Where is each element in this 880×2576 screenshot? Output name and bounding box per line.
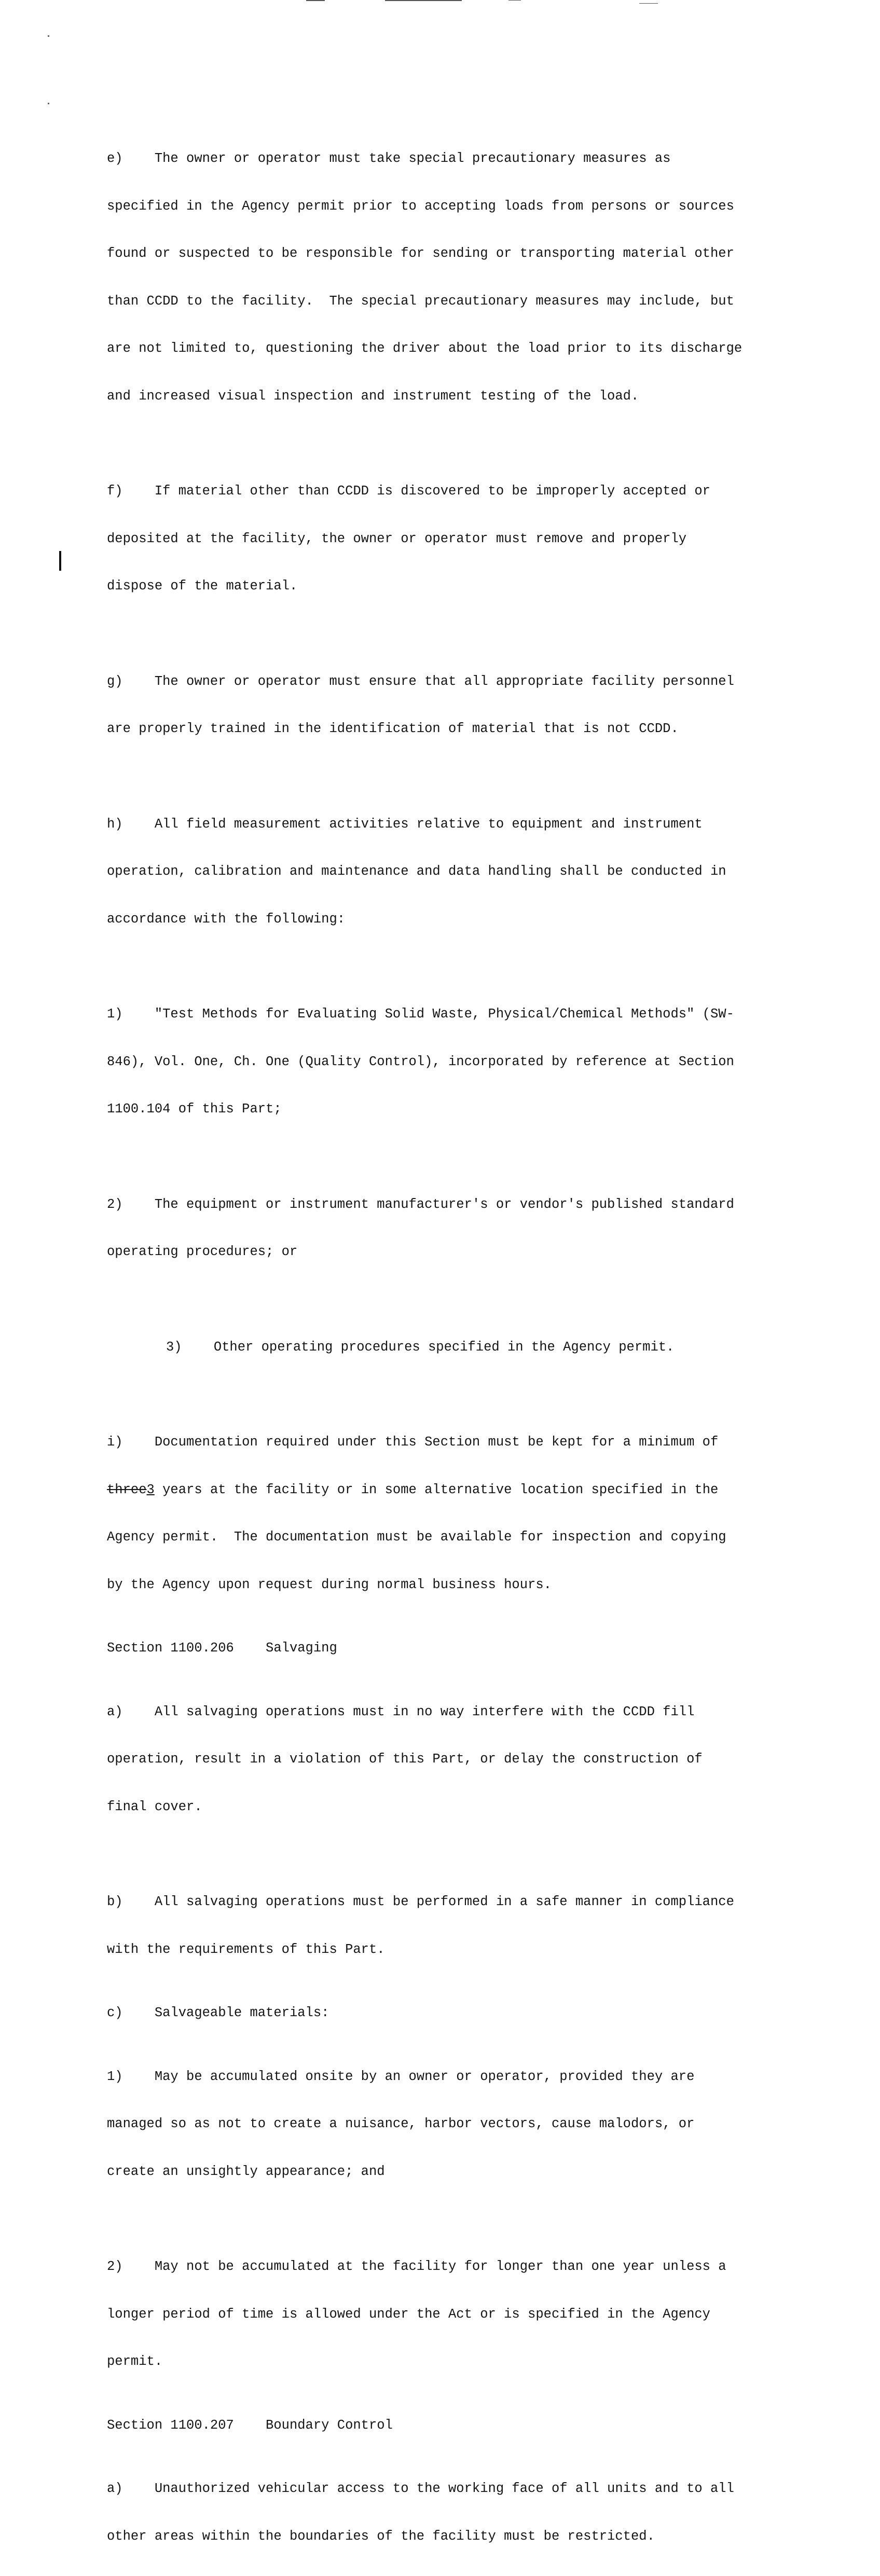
paragraph-206-c: c) Salvageable materials:: [107, 2005, 329, 2020]
text-line: are not limited to, questioning the driver about the load prior to its discharge: [107, 341, 742, 356]
text-line: a) Unauthorized vehicular access to the working face of all units and to all: [107, 2481, 734, 2496]
text-line: operation, result in a violation of this Part, or delay the construction of: [107, 1752, 703, 1767]
struck-text: three: [107, 1482, 147, 1497]
text-line: create an unsightly appearance; and: [107, 2164, 385, 2179]
paragraph-h-1: [107, 975, 797, 1149]
paragraph-206-c-2: [107, 2227, 797, 2402]
text-line: 1) May be accumulated onsite by an owner or operator, provided they are: [107, 2069, 695, 2084]
text-line: by the Agency upon request during normal business hours.: [107, 1577, 552, 1592]
scan-mark: [385, 0, 462, 1]
scan-dot: [48, 35, 49, 37]
text-line: with the requirements of this Part.: [107, 1941, 385, 1957]
paragraph-e: [107, 119, 797, 436]
text-line: [107, 1482, 797, 1498]
text-line: found or suspected to be responsible for sending or transporting material other: [107, 246, 734, 261]
scan-mark: [508, 0, 521, 1]
text-line: a) All salvaging operations must in no way interfere with the CCDD fill: [107, 1704, 695, 1719]
paragraph-206-b: [107, 1863, 797, 1989]
text-line: 2) The equipment or instrument manufacturer's or vendor's published standard: [107, 1196, 734, 1212]
revision-change-bar: [59, 551, 61, 571]
text-line: i) Documentation required under this Section must be kept for a minimum of: [107, 1435, 719, 1450]
text-line: managed so as not to create a nuisance, harbor vectors, cause malodors, or: [107, 2116, 695, 2131]
text-line: 1100.104 of this Part;: [107, 1101, 282, 1117]
text-line: permit.: [107, 2354, 163, 2369]
scan-mark: [306, 0, 325, 1]
paragraph-h-2: [107, 1165, 797, 1292]
paragraph-206-c-1: [107, 2037, 797, 2212]
paragraph-h: [107, 785, 797, 959]
text-line: other areas within the boundaries of the facility must be restricted.: [107, 2528, 655, 2544]
text-line: than CCDD to the facility. The special precautionary measures may include, but: [107, 293, 734, 309]
inserted-text: 3: [146, 1482, 155, 1497]
text-line: and increased visual inspection and instrument testing of the load.: [107, 388, 639, 404]
text-line: operating procedures; or: [107, 1244, 298, 1259]
text-line: deposited at the facility, the owner or operator must remove and properly: [107, 531, 687, 546]
text-line: Agency permit. The documentation must be available for inspection and copying: [107, 1530, 726, 1545]
text-line: operation, calibration and maintenance and data handling shall be conducted in: [107, 864, 726, 879]
text-line: g) The owner or operator must ensure that all appropriate facility personnel: [107, 673, 734, 689]
text-line: 846), Vol. One, Ch. One (Quality Control), incorporated by reference at Section: [107, 1054, 734, 1069]
text-line: b) All salvaging operations must be performed in a safe manner in compliance: [107, 1894, 734, 1909]
paragraph-g: [107, 642, 797, 769]
text-line: specified in the Agency permit prior to accepting loads from persons or sources: [107, 198, 734, 214]
paragraph-206-a: [107, 1673, 797, 1847]
text-line: dispose of the material.: [107, 578, 298, 594]
text-line: accordance with the following:: [107, 911, 346, 927]
text-line: 1) "Test Methods for Evaluating Solid Waste, Physical/Chemical Methods" (SW-: [107, 1007, 734, 1022]
text-line: are properly trained in the identification of material that is not CCDD.: [107, 721, 679, 736]
text-line: final cover.: [107, 1799, 202, 1814]
paragraph-207-a: [107, 2449, 797, 2576]
text-line: h) All field measurement activities relative to equipment and instrument: [107, 816, 703, 832]
text-line: 2) May not be accumulated at the facility for longer than one year unless a: [107, 2259, 726, 2274]
document-body: [107, 119, 797, 2576]
paragraph-f: [107, 452, 797, 626]
scan-dot: [48, 103, 49, 104]
section-heading-1100-206: Section 1100.206 Salvaging: [107, 1641, 337, 1656]
text-line: f) If material other than CCDD is discovered to be improperly accepted or: [107, 484, 710, 499]
text-span: years at the facility or in some alternative location specified in the: [154, 1482, 719, 1497]
text-line: e) The owner or operator must take special precautionary measures as: [107, 151, 671, 166]
text-line: 3) Other operating procedures specified in the Agency permit.: [166, 1339, 675, 1355]
scan-mark: [639, 3, 658, 4]
paragraph-i: [107, 1403, 797, 1624]
paragraph-h-3: [107, 1308, 797, 1387]
section-heading-1100-207: Section 1100.207 Boundary Control: [107, 2417, 393, 2433]
text-line: longer period of time is allowed under the Act or is specified in the Agency: [107, 2306, 710, 2322]
